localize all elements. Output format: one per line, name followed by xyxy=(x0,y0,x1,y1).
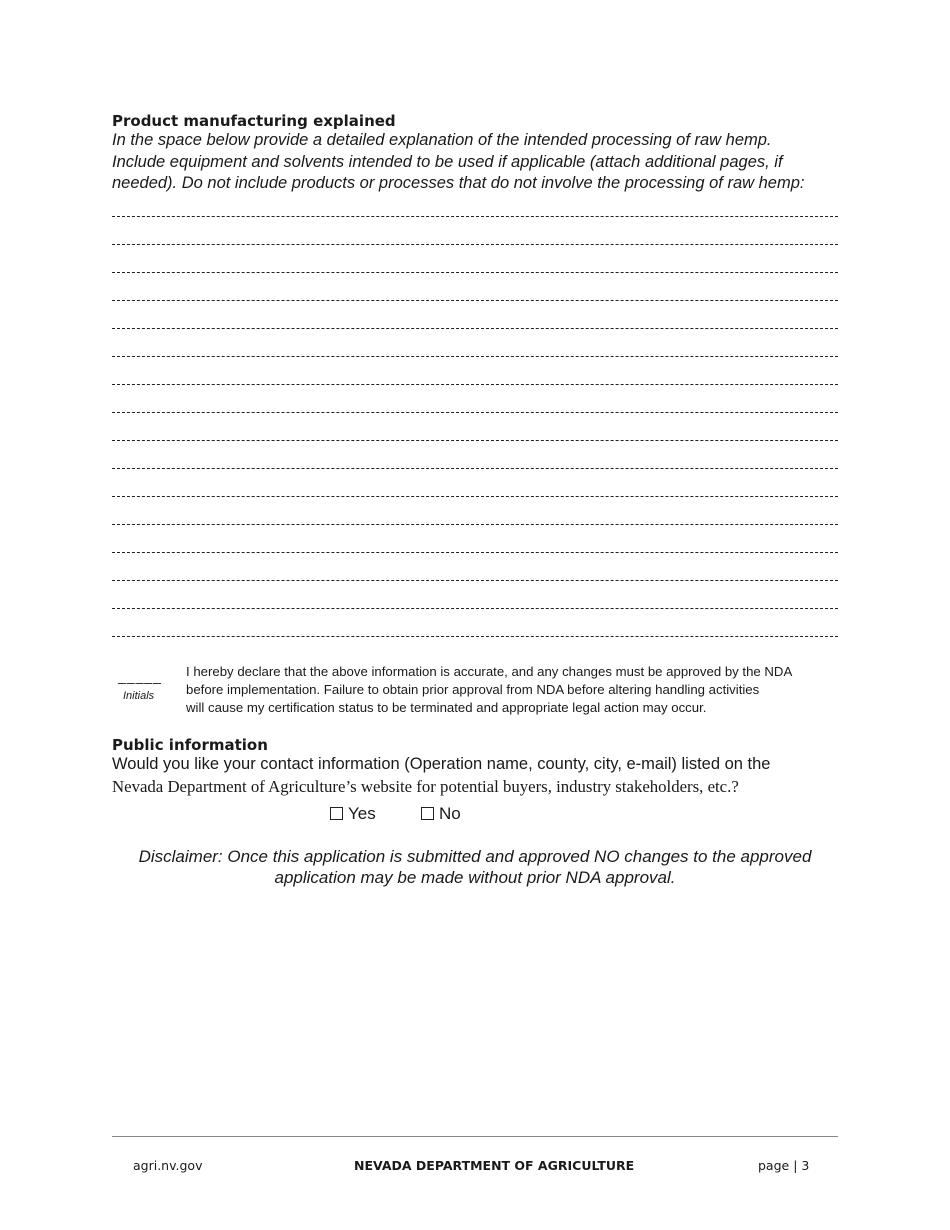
footer-page-number: page | 3 xyxy=(758,1158,810,1173)
declaration-line: I hereby declare that the above information is accurate, and any changes must be approved by the NDA xyxy=(186,664,793,679)
answer-line[interactable] xyxy=(112,608,838,609)
declaration-line: will cause my certification status to be terminated and appropriate legal action may occur. xyxy=(186,700,707,715)
yes-checkbox[interactable] xyxy=(330,807,343,820)
answer-line[interactable] xyxy=(112,300,838,301)
answer-line[interactable] xyxy=(112,328,838,329)
declaration-text xyxy=(186,663,846,717)
footer-department: NEVADA DEPARTMENT OF AGRICULTURE xyxy=(354,1158,635,1173)
answer-line[interactable] xyxy=(112,356,838,357)
declaration-line: before implementation. Failure to obtain prior approval from NDA before altering handling activities xyxy=(186,682,760,697)
answer-line[interactable] xyxy=(112,552,838,553)
answer-line[interactable] xyxy=(112,412,838,413)
section-title-public-information: Public information xyxy=(112,736,268,754)
answer-line[interactable] xyxy=(112,440,838,441)
initials-label: Initials xyxy=(123,690,155,702)
answer-line[interactable] xyxy=(112,468,838,469)
answer-line[interactable] xyxy=(112,580,838,581)
yes-label: Yes xyxy=(348,804,376,823)
no-label: No xyxy=(439,804,461,823)
section-title-product-manufacturing: Product manufacturing explained xyxy=(112,112,396,130)
instruction-line: In the space below provide a detailed explanation of the intended processing of raw hemp. xyxy=(112,131,772,149)
answer-line[interactable] xyxy=(112,636,838,637)
answer-line[interactable] xyxy=(112,244,838,245)
disclaimer-line1: Disclaimer: Once this application is submitted and approved NO changes to the approved xyxy=(138,847,812,866)
disclaimer-line2: application may be made without prior NDA approval. xyxy=(274,868,676,887)
answer-line[interactable] xyxy=(112,524,838,525)
option-yes[interactable] xyxy=(330,804,376,824)
footer-website: agri.nv.gov xyxy=(133,1158,203,1173)
instruction-line: Include equipment and solvents intended to be used if applicable (attach additional pages, if xyxy=(112,152,783,171)
instructions-block xyxy=(112,130,852,195)
answer-line[interactable] xyxy=(112,216,838,217)
instruction-line: needed). Do not include products or processes that do not involve the processing of raw hemp: xyxy=(112,174,805,192)
answer-line[interactable] xyxy=(112,496,838,497)
disclaimer xyxy=(100,846,850,888)
initials-field[interactable]: _____ xyxy=(118,668,162,684)
answer-line[interactable] xyxy=(112,384,838,385)
answer-line[interactable] xyxy=(112,272,838,273)
footer-divider xyxy=(112,1136,838,1137)
public-info-question-line2: Nevada Department of Agriculture’s website for potential buyers, industry stakeholders, etc.? xyxy=(112,777,739,796)
option-no[interactable] xyxy=(421,804,461,824)
public-info-question-line1: Would you like your contact information (Operation name, county, city, e-mail) listed on the xyxy=(112,755,771,773)
no-checkbox[interactable] xyxy=(421,807,434,820)
